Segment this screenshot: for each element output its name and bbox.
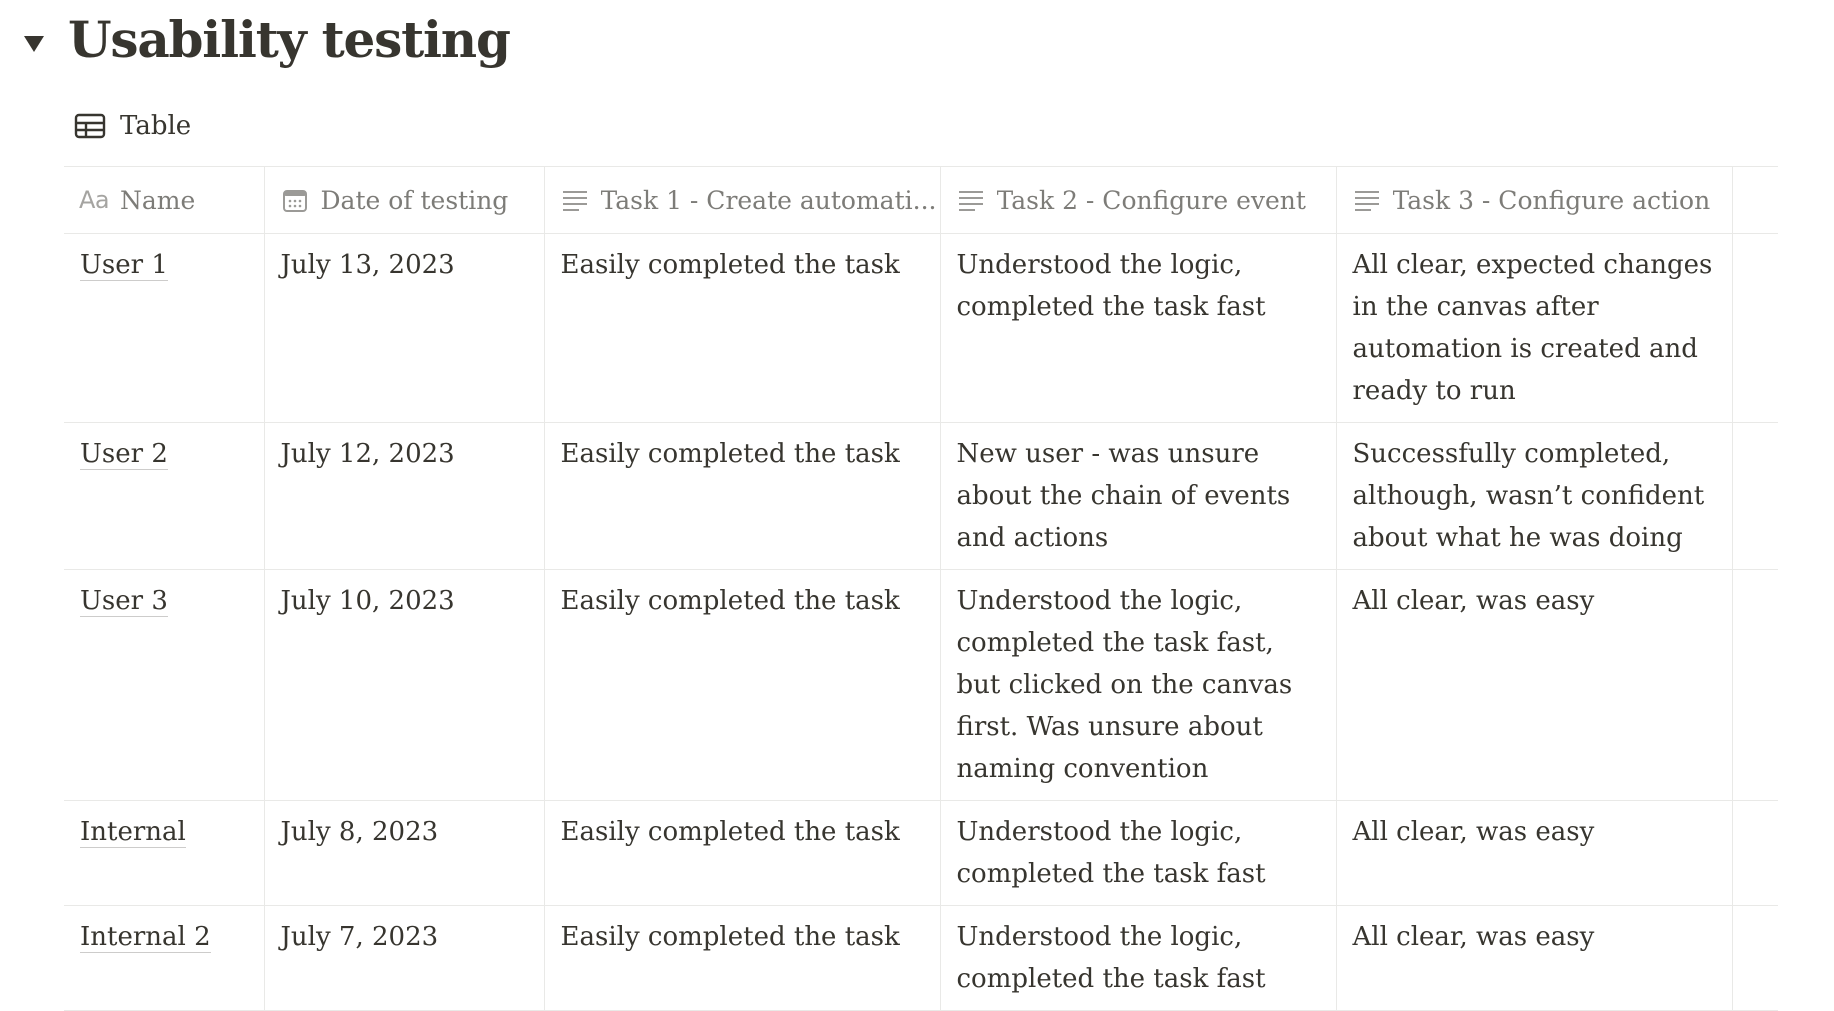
table-header-row <box>64 167 1778 234</box>
cell-text: July 8, 2023 <box>280 817 439 847</box>
column-header-label: Name <box>120 185 196 215</box>
page-title[interactable]: Usability testing <box>68 10 510 69</box>
cell-task2[interactable] <box>940 801 1336 906</box>
cell-text: Successfully completed, although, wasn’t confident about what he was doing <box>1352 439 1705 553</box>
cell-empty <box>1732 906 1778 1011</box>
cell-task1[interactable] <box>544 906 940 1011</box>
cell-text: July 7, 2023 <box>280 922 439 952</box>
column-header-label: Task 3 - Configure action <box>1392 185 1711 215</box>
row-name-link[interactable]: User 2 <box>80 439 168 469</box>
view-tab-table[interactable] <box>74 104 191 148</box>
cell-text: Easily completed the task <box>560 586 900 616</box>
column-header-label: Task 2 - Configure event <box>996 185 1306 215</box>
cell-date[interactable] <box>264 234 544 423</box>
column-header-task1[interactable] <box>544 167 940 234</box>
cell-text: Easily completed the task <box>560 817 900 847</box>
calendar-icon <box>279 184 311 216</box>
cell-task3[interactable] <box>1336 906 1732 1011</box>
title-aa-icon: Aa <box>78 186 110 214</box>
row-name-link[interactable]: Internal <box>80 817 186 847</box>
cell-date[interactable] <box>264 570 544 801</box>
row-name-link[interactable]: User 1 <box>80 250 168 280</box>
cell-date[interactable] <box>264 906 544 1011</box>
table-row <box>64 234 1778 423</box>
column-header-date[interactable] <box>264 167 544 234</box>
cell-name[interactable] <box>64 801 264 906</box>
cell-task1[interactable] <box>544 234 940 423</box>
cell-empty <box>1732 570 1778 801</box>
row-name-link[interactable]: User 3 <box>80 586 168 616</box>
cell-text: New user - was unsure about the chain of events and actions <box>956 439 1291 553</box>
text-lines-icon <box>1351 184 1383 216</box>
cell-name[interactable] <box>64 906 264 1011</box>
column-header-label: Task 1 - Create automati... <box>600 185 937 215</box>
table-row <box>64 570 1778 801</box>
cell-name[interactable] <box>64 423 264 570</box>
cell-empty <box>1732 801 1778 906</box>
database-table <box>64 166 1834 1011</box>
view-tab-label: Table <box>120 111 192 141</box>
cell-task1[interactable] <box>544 423 940 570</box>
table-row <box>64 906 1778 1011</box>
table-icon <box>74 110 112 142</box>
cell-task3[interactable] <box>1336 570 1732 801</box>
column-header-task2[interactable] <box>940 167 1336 234</box>
cell-text: July 13, 2023 <box>280 250 455 280</box>
cell-date[interactable] <box>264 423 544 570</box>
cell-text: All clear, was easy <box>1352 817 1595 847</box>
row-name-link[interactable]: Internal 2 <box>80 922 211 952</box>
table-row <box>64 801 1778 906</box>
toggle-collapse-button[interactable] <box>20 28 48 56</box>
page-header <box>0 0 1834 84</box>
column-header-name[interactable] <box>64 167 264 234</box>
text-lines-icon <box>955 184 987 216</box>
table-row <box>64 423 1778 570</box>
cell-text: All clear, expected changes in the canvas after automation is created and ready to run <box>1352 250 1713 406</box>
cell-text: All clear, was easy <box>1352 922 1595 952</box>
cell-task2[interactable] <box>940 570 1336 801</box>
cell-task3[interactable] <box>1336 234 1732 423</box>
cell-text: Easily completed the task <box>560 922 900 952</box>
cell-name[interactable] <box>64 234 264 423</box>
cell-date[interactable] <box>264 801 544 906</box>
cell-text: July 12, 2023 <box>280 439 455 469</box>
cell-task2[interactable] <box>940 906 1336 1011</box>
text-lines-icon <box>559 184 591 216</box>
cell-text: Understood the logic, completed the task fast, but clicked on the canvas first. Was unsure about naming convention <box>956 586 1293 784</box>
cell-text: Understood the logic, completed the task fast <box>956 922 1266 994</box>
cell-task3[interactable] <box>1336 423 1732 570</box>
cell-text: Understood the logic, completed the task fast <box>956 250 1266 322</box>
cell-empty <box>1732 234 1778 423</box>
cell-task1[interactable] <box>544 570 940 801</box>
cell-text: Easily completed the task <box>560 439 900 469</box>
triangle-down-icon <box>20 28 48 56</box>
column-header-label: Date of testing <box>320 185 509 215</box>
column-header-add[interactable] <box>1732 167 1778 234</box>
cell-task1[interactable] <box>544 801 940 906</box>
cell-text: Understood the logic, completed the task fast <box>956 817 1266 889</box>
cell-text: All clear, was easy <box>1352 586 1595 616</box>
cell-task2[interactable] <box>940 423 1336 570</box>
cell-task2[interactable] <box>940 234 1336 423</box>
cell-name[interactable] <box>64 570 264 801</box>
cell-text: July 10, 2023 <box>280 586 455 616</box>
cell-empty <box>1732 423 1778 570</box>
cell-text: Easily completed the task <box>560 250 900 280</box>
cell-task3[interactable] <box>1336 801 1732 906</box>
column-header-task3[interactable] <box>1336 167 1732 234</box>
